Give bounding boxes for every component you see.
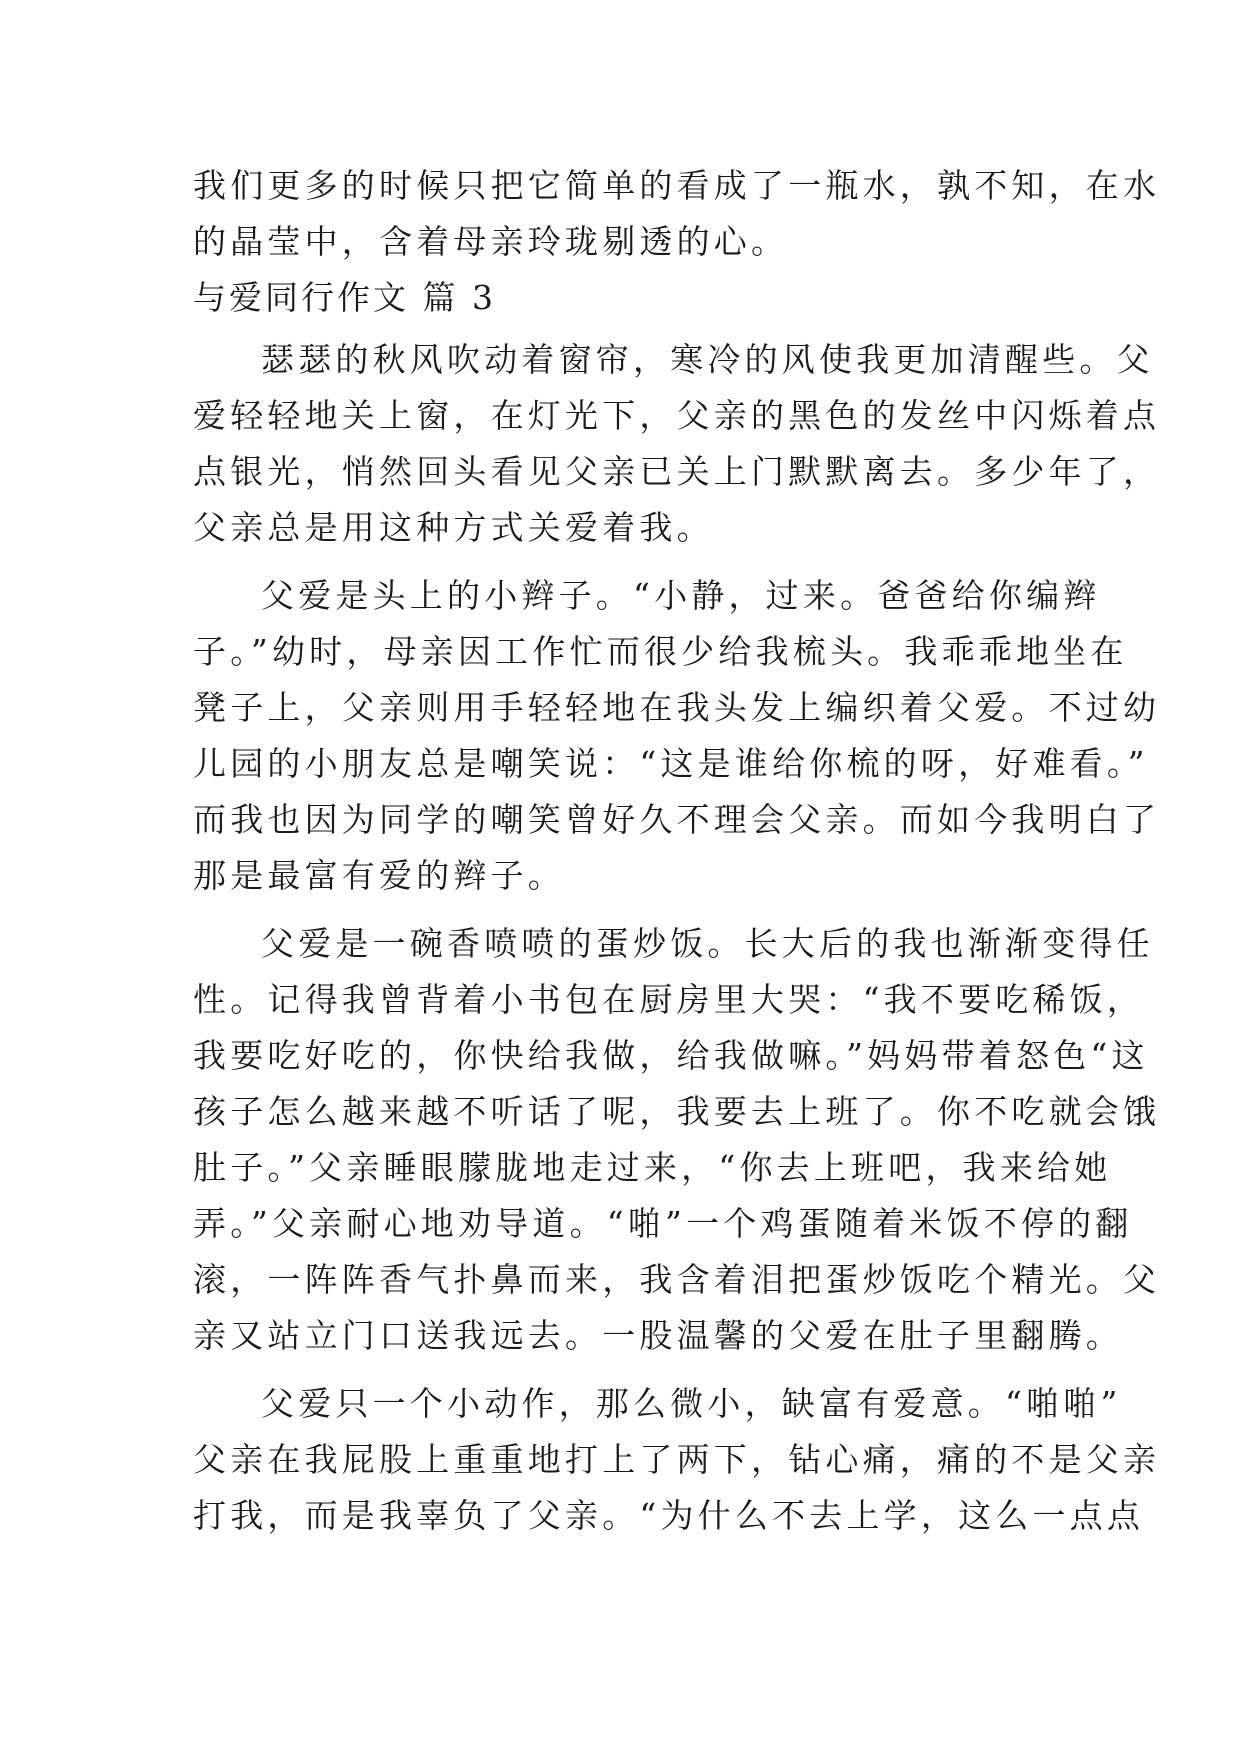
text-line: 我们更多的时候只把它简单的看成了一瓶水，孰不知，在水 bbox=[193, 166, 1161, 205]
text-line: 子。”幼时，母亲因工作忙而很少给我梳头。我乖乖地坐在 bbox=[193, 632, 1128, 671]
text-line: 那是最富有爱的辫子。 bbox=[193, 856, 565, 895]
heading-text: 与爱同行作文 篇 3 bbox=[193, 278, 496, 317]
text-line: 的晶莹中，含着母亲玲珑剔透的心。 bbox=[193, 222, 789, 261]
text-line: 父亲总是用这种方式关爱着我。 bbox=[193, 508, 714, 547]
text-line: 滚，一阵阵香气扑鼻而来，我含着泪把蛋炒饭吃个精光。父 bbox=[193, 1260, 1161, 1299]
paragraph-1 bbox=[193, 158, 1161, 270]
paragraph-4 bbox=[193, 916, 1161, 1364]
text-line: 父亲在我屁股上重重地打上了两下，钻心痛，痛的不是父亲 bbox=[193, 1440, 1161, 1479]
text-line: 凳子上，父亲则用手轻轻地在我头发上编织着父爱。不过幼 bbox=[193, 688, 1161, 727]
text-line: 我要吃好吃的，你快给我做，给我做嘛。”妈妈带着怒色“这 bbox=[193, 1036, 1149, 1075]
paragraph-2 bbox=[193, 332, 1161, 556]
text-line: 性。记得我曾背着小书包在厨房里大哭：“我不要吃稀饭， bbox=[193, 980, 1145, 1019]
text-line: 瑟瑟的秋风吹动着窗帘，寒冷的风使我更加清醒些。父 bbox=[261, 340, 1154, 379]
text-line: 父爱是一碗香喷喷的蛋炒饭。长大后的我也渐渐变得任 bbox=[261, 924, 1154, 963]
paragraph-3 bbox=[193, 568, 1161, 904]
text-line: 弄。”父亲耐心地劝导道。“啪”一个鸡蛋随着米饭不停的翻 bbox=[193, 1204, 1133, 1243]
document-body bbox=[193, 158, 1161, 1544]
text-line: 父爱是头上的小辫子。“小静，过来。爸爸给你编辫 bbox=[261, 576, 1101, 615]
text-line: 儿园的小朋友总是嘲笑说：“这是谁给你梳的呀，好难看。” bbox=[193, 744, 1149, 783]
section-heading bbox=[193, 270, 1053, 326]
text-line: 肚子。”父亲睡眼朦胧地走过来，“你去上班吧，我来给她 bbox=[193, 1148, 1112, 1187]
text-line: 点银光，悄然回头看见父亲已关上门默默离去。多少年了， bbox=[193, 452, 1161, 491]
text-line: 打我，而是我辜负了父亲。“为什么不去上学，这么一点点 bbox=[193, 1496, 1145, 1535]
text-line: 爱轻轻地关上窗，在灯光下，父亲的黑色的发丝中闪烁着点 bbox=[193, 396, 1161, 435]
text-line: 而我也因为同学的嘲笑曾好久不理会父亲。而如今我明白了 bbox=[193, 800, 1161, 839]
text-line: 孩子怎么越来越不听话了呢，我要去上班了。你不吃就会饿 bbox=[193, 1092, 1161, 1131]
text-line: 亲又站立门口送我远去。一股温馨的父爱在肚子里翻腾。 bbox=[193, 1316, 1123, 1355]
paragraph-5 bbox=[193, 1376, 1161, 1544]
text-line: 父爱只一个小动作，那么微小，缺富有爱意。“啪啪” bbox=[261, 1384, 1122, 1423]
